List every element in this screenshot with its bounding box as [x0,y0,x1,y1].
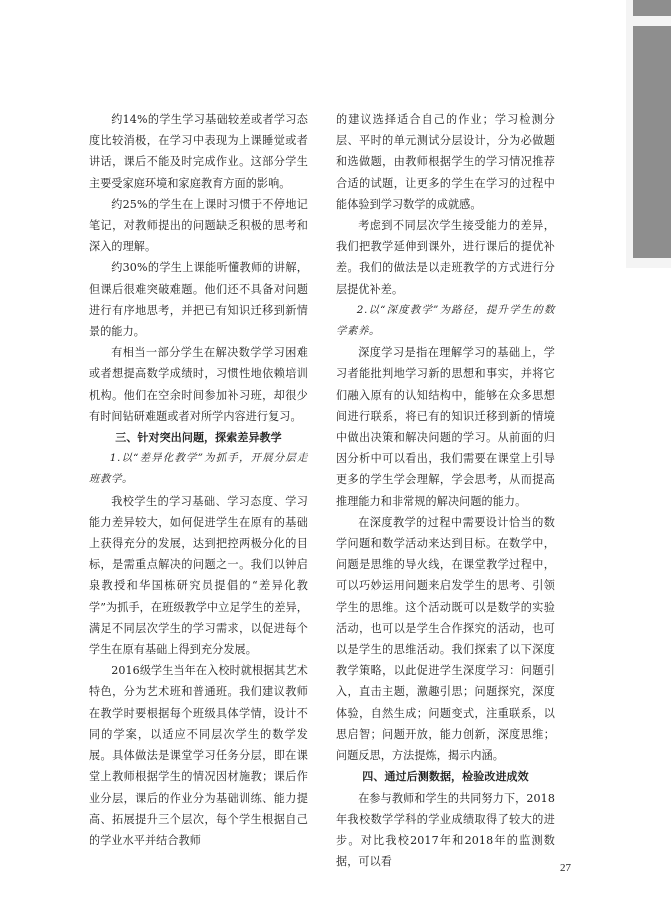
subsection-heading: 2.以“深度教学”为路径，提升学生的数学素养。 [336,303,555,338]
right-text-column [336,109,555,872]
paragraph-continued: 的建议选择适合自己的作业；学习检测分层、平时的单元测试分层设计，分为必做题和选做题，由教师根据学生的学习情况推荐合适的试题，让更多的学生在学习的过程中能体验到学习数学的成就感。 [336,113,555,211]
paragraph: 深度学习是指在理解学习的基础上，学习者能批判地学习新的思想和事实，并将它们融入原有的认知结构中，能够在众多思想间进行联系，将已有的知识迁移到新的情境中做出决策和解决问题的学习。从前面的归因分析中可以看出，我们需要在课堂上引导更多的学生学会理解，学会思考，从而提高推理能力和非常规的解决问题的能力。 [336,346,555,508]
section-heading: 三、针对突出问题，探索差异教学 [115,431,282,445]
page-number: 27 [560,862,571,874]
paragraph: 我校学生的学习基础、学习态度、学习能力差异较大，如何促进学生在原有的基础上获得充分的发展，达到把控两极分化的目标，是需重点解决的问题之一。我们以钟启泉教授和华国栋研究员提倡的“差异化教学”为抓手，在班级教学中立足学生的差异，满足不同层次学生的学习需求，以促进每个学生在原有基础上得到充分发展。 [89,494,308,657]
side-tab-decoration [626,0,671,268]
paragraph: 在深度教学的过程中需要设计恰当的数学问题和数学活动来达到目标。在数学中，问题是思维的导火线，在课堂教学过程中，可以巧妙运用问题来启发学生的思考、引领学生的思维。这个活动既可以是数学的实验活动，也可以是学生合作探究的活动，也可以是学生的思维活动。我们探索了以下深度教学策略，以此促进学生深度学习：问题引入，直击主题，激趣引思；问题探究，深度体验，自然生成；问题变式，注重联系，以思启智；问题开放，能力创新，深度思维；问题反思，方法提炼，揭示内涵。 [336,515,555,763]
side-tab-bar-main [633,26,671,258]
paragraph: 在参与教师和学生的共同努力下，2018年我校数学学科的学业成绩取得了较大的进步。对比我校2017年和2018年的监测数据，可以看 [336,791,555,869]
left-text-column [89,109,308,851]
section-heading: 四、通过后测数据，检验改进成效 [362,770,529,784]
paragraph: 有相当一部分学生在解决数学学习困难或者想提高数学成绩时，习惯性地依赖培训机构。他们在空余时间参加补习班，却很少有时间钻研难题或者对所学内容进行复习。 [89,346,308,423]
paragraph: 约25%的学生在上课时习惯于不停地记笔记，对教师提出的问题缺乏积极的思考和深入的理解。 [89,197,308,254]
subsection-heading: 1.以“差异化教学”为抓手，开展分层走班教学。 [89,452,308,486]
paragraph: 约30%的学生上课能听懂教师的讲解，但课后很难突破难题。他们还不具备对问题进行有序地思考，并把已有知识迁移到新情景的能力。 [89,261,308,339]
paragraph: 2016级学生当年在入校时就根据其艺术特色，分为艺术班和普通班。我们建议教师在教学时要根据每个班级具体学情，设计不同的学案，以适应不同层次学生的数学发展。具体做法是课堂学习任务分层，即在课堂上教师根据学生的情况因材施教；课后作业分层，课后的作业分为基础训练、能力提高、拓展提升三个层次，每个学生根据自己的学业水平并结合教师 [89,664,308,847]
paragraph: 约14%的学生学习基础较差或者学习态度比较消极，在学习中表现为上课睡觉或者讲话，课后不能及时完成作业。这部分学生主要受家庭环境和家庭教育方面的影响。 [89,113,308,190]
side-tab-bar-top [633,0,671,16]
paragraph: 考虑到不同层次学生接受能力的差异，我们把教学延伸到课外，进行课后的提优补差。我们的做法是以走班教学的方式进行分层提优补差。 [336,219,555,296]
